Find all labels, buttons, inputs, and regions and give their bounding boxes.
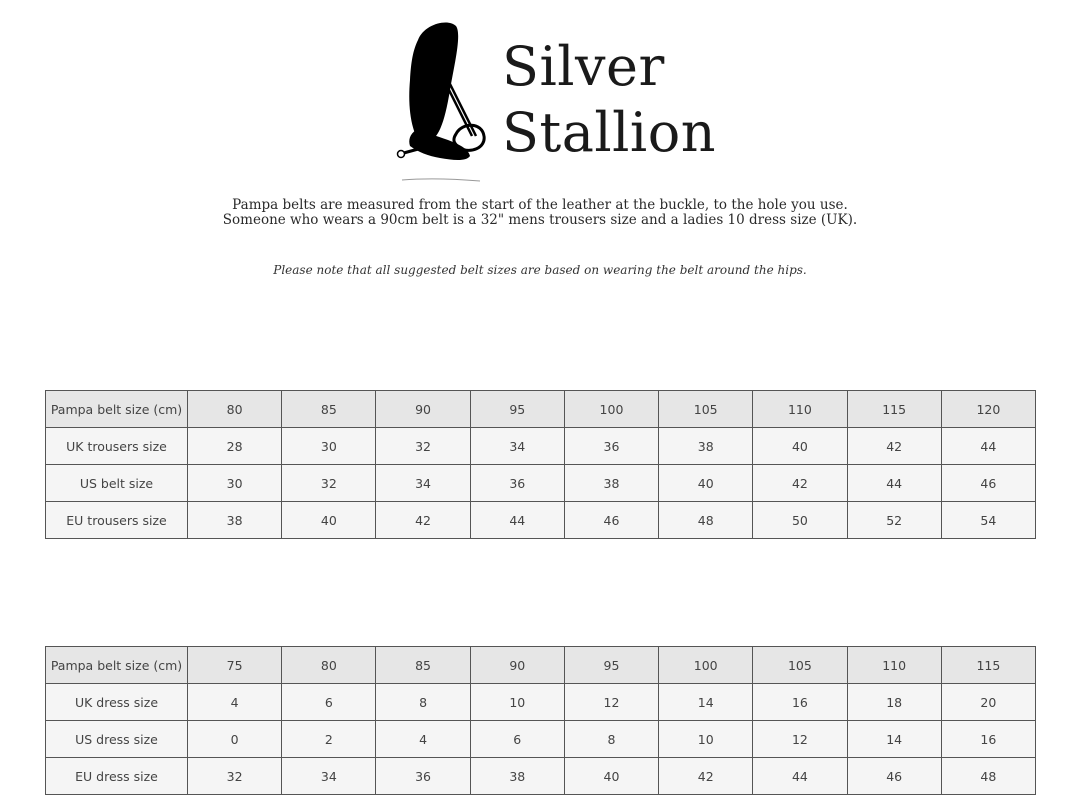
table-cell: 34 <box>470 428 564 465</box>
table-cell: 40 <box>659 465 753 502</box>
row-label: EU trousers size <box>46 502 188 539</box>
table-cell: 38 <box>564 465 658 502</box>
table-row <box>46 465 1036 502</box>
table-cell: 4 <box>376 721 470 758</box>
table-cell: 50 <box>753 502 847 539</box>
table-cell: 14 <box>659 684 753 721</box>
table-cell: 12 <box>564 684 658 721</box>
table-cell: 32 <box>376 428 470 465</box>
table-row <box>46 428 1036 465</box>
row-label: UK dress size <box>46 684 188 721</box>
table-cell: 18 <box>847 684 941 721</box>
table-cell: 32 <box>188 758 282 795</box>
table-cell: 80 <box>282 647 376 684</box>
table-cell: 54 <box>941 502 1035 539</box>
table-cell: 20 <box>941 684 1035 721</box>
brand-name-line1: Silver <box>502 35 665 98</box>
table-cell: 42 <box>659 758 753 795</box>
table-cell: 12 <box>753 721 847 758</box>
row-label: Pampa belt size (cm) <box>46 647 188 684</box>
table-cell: 16 <box>753 684 847 721</box>
table-cell: 28 <box>188 428 282 465</box>
table-cell: 6 <box>470 721 564 758</box>
table-row <box>46 721 1036 758</box>
table-cell: 90 <box>470 647 564 684</box>
table-cell: 42 <box>376 502 470 539</box>
table-cell: 52 <box>847 502 941 539</box>
table-cell: 2 <box>282 721 376 758</box>
table-cell: 80 <box>188 391 282 428</box>
row-label: US belt size <box>46 465 188 502</box>
table-cell: 6 <box>282 684 376 721</box>
table-cell: 42 <box>753 465 847 502</box>
table-cell: 38 <box>659 428 753 465</box>
table-cell: 44 <box>941 428 1035 465</box>
row-label: US dress size <box>46 721 188 758</box>
table-row <box>46 684 1036 721</box>
table-cell: 10 <box>470 684 564 721</box>
table-cell: 44 <box>470 502 564 539</box>
table-cell: 115 <box>847 391 941 428</box>
table-cell: 120 <box>941 391 1035 428</box>
table-cell: 30 <box>282 428 376 465</box>
table-cell: 48 <box>659 502 753 539</box>
table-cell: 32 <box>282 465 376 502</box>
row-label: EU dress size <box>46 758 188 795</box>
table-cell: 40 <box>564 758 658 795</box>
row-label: UK trousers size <box>46 428 188 465</box>
table-cell: 36 <box>470 465 564 502</box>
table-cell: 44 <box>753 758 847 795</box>
table-cell: 38 <box>470 758 564 795</box>
table-cell: 36 <box>564 428 658 465</box>
table-cell: 100 <box>564 391 658 428</box>
table-cell: 105 <box>659 391 753 428</box>
table-row <box>46 391 1036 428</box>
table-cell: 34 <box>376 465 470 502</box>
table-cell: 100 <box>659 647 753 684</box>
brand-name-line2: Stallion <box>502 101 716 164</box>
table-cell: 110 <box>847 647 941 684</box>
table-cell: 42 <box>847 428 941 465</box>
table-cell: 48 <box>941 758 1035 795</box>
hips-note: Please note that all suggested belt sizes are based on wearing the belt around the hips. <box>273 263 807 277</box>
table-cell: 0 <box>188 721 282 758</box>
row-label: Pampa belt size (cm) <box>46 391 188 428</box>
table-cell: 46 <box>847 758 941 795</box>
table-cell: 8 <box>564 721 658 758</box>
table-cell: 75 <box>188 647 282 684</box>
table-cell: 85 <box>376 647 470 684</box>
mens-size-table <box>45 390 1036 539</box>
table-row <box>46 647 1036 684</box>
table-cell: 105 <box>753 647 847 684</box>
table-cell: 30 <box>188 465 282 502</box>
table-cell: 115 <box>941 647 1035 684</box>
brand-logo <box>396 18 726 188</box>
table-cell: 40 <box>753 428 847 465</box>
table-cell: 46 <box>564 502 658 539</box>
table-cell: 46 <box>941 465 1035 502</box>
table-cell: 44 <box>847 465 941 502</box>
table-cell: 38 <box>188 502 282 539</box>
table-cell: 14 <box>847 721 941 758</box>
table-cell: 8 <box>376 684 470 721</box>
table-cell: 95 <box>564 647 658 684</box>
intro-text <box>0 198 1080 228</box>
table-cell: 95 <box>470 391 564 428</box>
table-cell: 34 <box>282 758 376 795</box>
table-cell: 85 <box>282 391 376 428</box>
intro-line-2: Someone who wears a 90cm belt is a 32" mens trousers size and a ladies 10 dress size (UK). <box>222 212 858 228</box>
ladies-size-table <box>45 646 1036 795</box>
table-cell: 40 <box>282 502 376 539</box>
brand-name <box>502 34 716 166</box>
intro-line-1: Pampa belts are measured from the start of the leather at the buckle, to the hole you use. <box>232 197 848 213</box>
table-cell: 10 <box>659 721 753 758</box>
boot-stirrup-icon <box>396 18 496 188</box>
table-cell: 90 <box>376 391 470 428</box>
table-cell: 36 <box>376 758 470 795</box>
table-row <box>46 502 1036 539</box>
table-cell: 110 <box>753 391 847 428</box>
table-cell: 4 <box>188 684 282 721</box>
table-row <box>46 758 1036 795</box>
table-cell: 16 <box>941 721 1035 758</box>
